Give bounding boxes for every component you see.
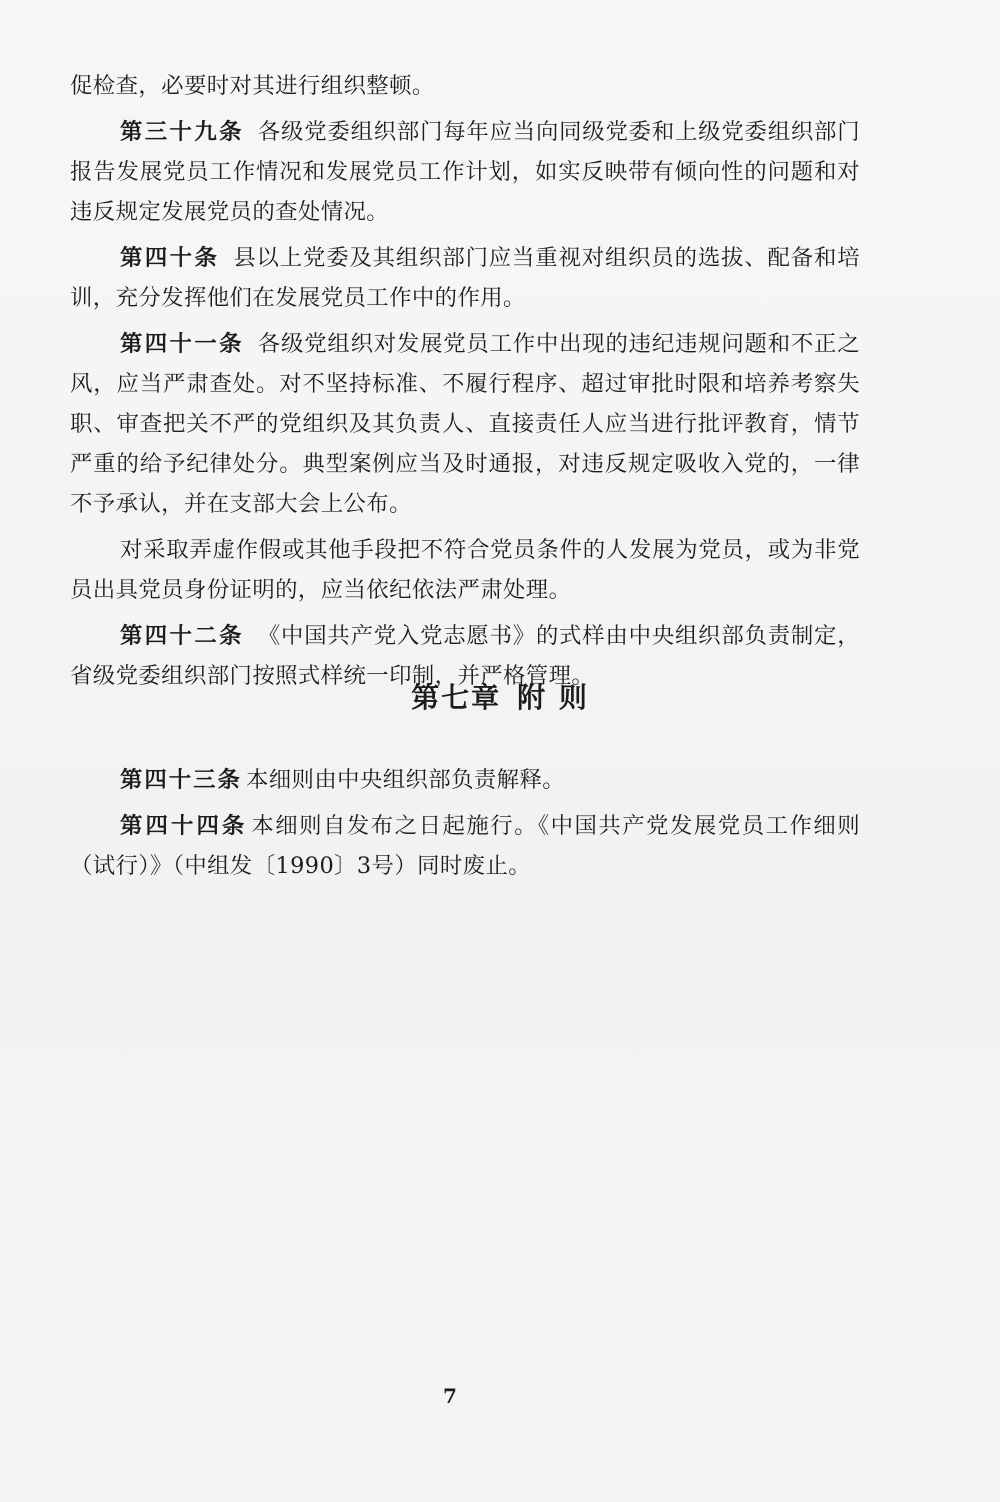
paragraph-text: 对采取弄虚作假或其他手段把不符合党员条件的人发展为党员，或为非党员出具党员身份证明的，应当依纪依法严肃处理。 [70, 537, 860, 603]
article-41 [70, 324, 860, 524]
article-label: 第四十四条 [120, 813, 248, 839]
article-text: 各级党组织对发展党员工作中出现的违纪违规问题和不正之风，应当严肃查处。对不坚持标准、不履行程序、超过审批时限和培养考察失职、审查把关不严的党组织及其负责人、直接责任人应当进行批评教育，情节严重的给予纪律处分。典型案例应当及时通报，对违反规定吸收入党的，一律不予承认，并在支部大会上公布。 [70, 331, 861, 517]
article-text: 本细则由中央组织部负责解释。 [245, 767, 566, 793]
article-44 [70, 806, 860, 886]
chapter-number: 第七章 [411, 681, 502, 714]
article-label: 第四十三条 [120, 767, 242, 793]
article-39 [70, 112, 860, 232]
paragraph-text: 促检查，必要时对其进行组织整顿。 [70, 73, 435, 99]
article-41-paragraph-2 [70, 530, 860, 610]
paragraph-continuation [70, 66, 860, 106]
chapter-heading [0, 676, 1000, 716]
page-number: 7 [443, 1384, 457, 1408]
article-text: 本细则自发布之日起施行。《中国共产党发展党员工作细则（试行）》（中组发〔1990〕3号）同时废止。 [70, 813, 861, 879]
article-text: 各级党委组织部门每年应当向同级党委和上级党委组织部门报告发展党员工作情况和发展党员工作计划，如实反映带有倾向性的问题和对违反规定发展党员的查处情况。 [70, 119, 861, 225]
article-43 [70, 760, 860, 800]
chapter-title: 附 则 [517, 681, 589, 714]
article-label: 第四十一条 [120, 331, 244, 357]
article-label: 第四十二条 [120, 623, 244, 649]
article-text: 县以上党委及其组织部门应当重视对组织员的选拔、配备和培训，充分发挥他们在发展党员工作中的作用。 [70, 245, 860, 311]
article-label: 第三十九条 [120, 119, 244, 145]
article-40 [70, 238, 860, 318]
article-label: 第四十条 [120, 245, 220, 271]
article-text: 《中国共产党入党志愿书》的式样由中央组织部负责制定，省级党委组织部门按照式样统一印制，并严格管理。 [70, 623, 861, 689]
body-text-top [70, 66, 860, 696]
body-text-bottom [70, 760, 860, 886]
